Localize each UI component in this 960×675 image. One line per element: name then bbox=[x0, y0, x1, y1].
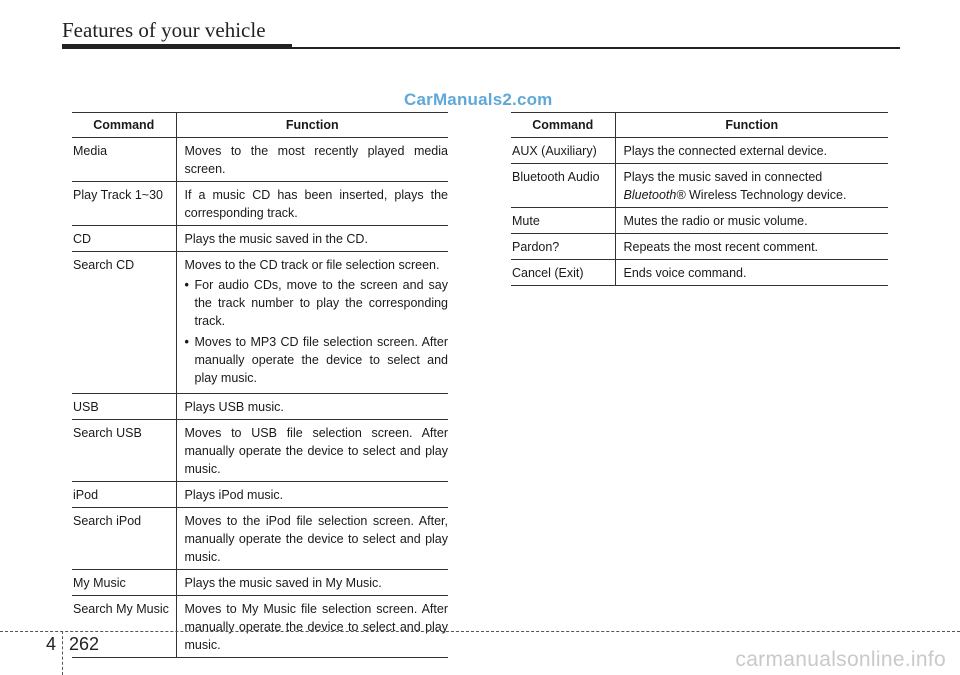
function-cell: Plays the music saved in the CD. bbox=[176, 226, 448, 252]
command-cell: Pardon? bbox=[511, 234, 615, 260]
bullet-icon: • bbox=[184, 335, 189, 349]
function-text: Plays the music saved in connected bbox=[623, 170, 823, 184]
command-cell: Bluetooth Audio bbox=[511, 164, 615, 208]
column-header-command: Command bbox=[72, 113, 176, 138]
table-header-row bbox=[72, 113, 448, 138]
function-cell: Mutes the radio or music volume. bbox=[615, 208, 888, 234]
footer-rule bbox=[0, 631, 960, 632]
table-row bbox=[72, 182, 448, 226]
column-header-command: Command bbox=[511, 113, 615, 138]
footer-watermark: carmanualsonline.info bbox=[735, 648, 946, 671]
table-row bbox=[72, 482, 448, 508]
table-row bbox=[511, 234, 888, 260]
bluetooth-trademark: Bluetooth® bbox=[623, 188, 686, 202]
function-cell: Repeats the most recent comment. bbox=[615, 234, 888, 260]
command-cell: AUX (Auxiliary) bbox=[511, 138, 615, 164]
list-item bbox=[185, 276, 449, 330]
function-cell: If a music CD has been inserted, plays the corresponding track. bbox=[176, 182, 448, 226]
command-cell: Search My Music bbox=[72, 596, 176, 658]
function-text-tail: Wireless Technology device. bbox=[685, 188, 847, 202]
table-header-row bbox=[511, 113, 888, 138]
bullet-icon: • bbox=[184, 278, 189, 292]
command-cell: Cancel (Exit) bbox=[511, 260, 615, 286]
command-cell: My Music bbox=[72, 570, 176, 596]
command-cell: USB bbox=[72, 394, 176, 420]
command-cell: iPod bbox=[72, 482, 176, 508]
command-cell: Search CD bbox=[72, 252, 176, 394]
command-cell: CD bbox=[72, 226, 176, 252]
table-row bbox=[511, 164, 888, 208]
command-cell: Media bbox=[72, 138, 176, 182]
table-row bbox=[72, 570, 448, 596]
table-row bbox=[72, 596, 448, 658]
table-row bbox=[72, 420, 448, 482]
voice-command-table-left bbox=[72, 112, 448, 658]
function-cell: Moves to My Music file selection screen. After manually operate the device to select and play music. bbox=[176, 596, 448, 658]
function-cell: Plays the connected external device. bbox=[615, 138, 888, 164]
table-row bbox=[72, 394, 448, 420]
page-number: 262 bbox=[69, 634, 100, 654]
function-cell: Plays the music saved in My Music. bbox=[176, 570, 448, 596]
command-cell: Mute bbox=[511, 208, 615, 234]
watermark: CarManuals2.com bbox=[404, 90, 553, 109]
table-row bbox=[72, 226, 448, 252]
command-cell: Play Track 1~30 bbox=[72, 182, 176, 226]
command-cell: Search USB bbox=[72, 420, 176, 482]
list-item bbox=[185, 333, 449, 387]
function-cell: Moves to the iPod file selection screen. After, manually operate the device to select and play music. bbox=[176, 508, 448, 570]
header-rule bbox=[62, 47, 900, 49]
voice-command-table-right bbox=[511, 112, 888, 286]
table-row bbox=[511, 208, 888, 234]
function-cell: Ends voice command. bbox=[615, 260, 888, 286]
function-text: Moves to the CD track or file selection screen. bbox=[184, 258, 440, 272]
table-row bbox=[511, 138, 888, 164]
function-cell: Moves to the most recently played media screen. bbox=[176, 138, 448, 182]
table-row bbox=[511, 260, 888, 286]
bullet-text: For audio CDs, move to the screen and say the track number to play the corresponding track. bbox=[194, 278, 448, 328]
bullet-text: Moves to MP3 CD file selection screen. After manually operate the device to select and play music. bbox=[194, 335, 448, 385]
column-header-function: Function bbox=[176, 113, 448, 138]
function-cell bbox=[176, 252, 448, 394]
function-cell: Plays iPod music. bbox=[176, 482, 448, 508]
function-cell: Plays USB music. bbox=[176, 394, 448, 420]
table-row bbox=[72, 138, 448, 182]
function-cell: Moves to USB file selection screen. After manually operate the device to select and play music. bbox=[176, 420, 448, 482]
footer-divider bbox=[62, 631, 63, 675]
column-header-function: Function bbox=[615, 113, 888, 138]
bullet-list bbox=[185, 276, 449, 387]
chapter-number: 4 bbox=[46, 634, 57, 654]
function-cell bbox=[615, 164, 888, 208]
command-cell: Search iPod bbox=[72, 508, 176, 570]
table-row bbox=[72, 252, 448, 394]
table-row bbox=[72, 508, 448, 570]
page-section-title: Features of your vehicle bbox=[62, 18, 266, 42]
